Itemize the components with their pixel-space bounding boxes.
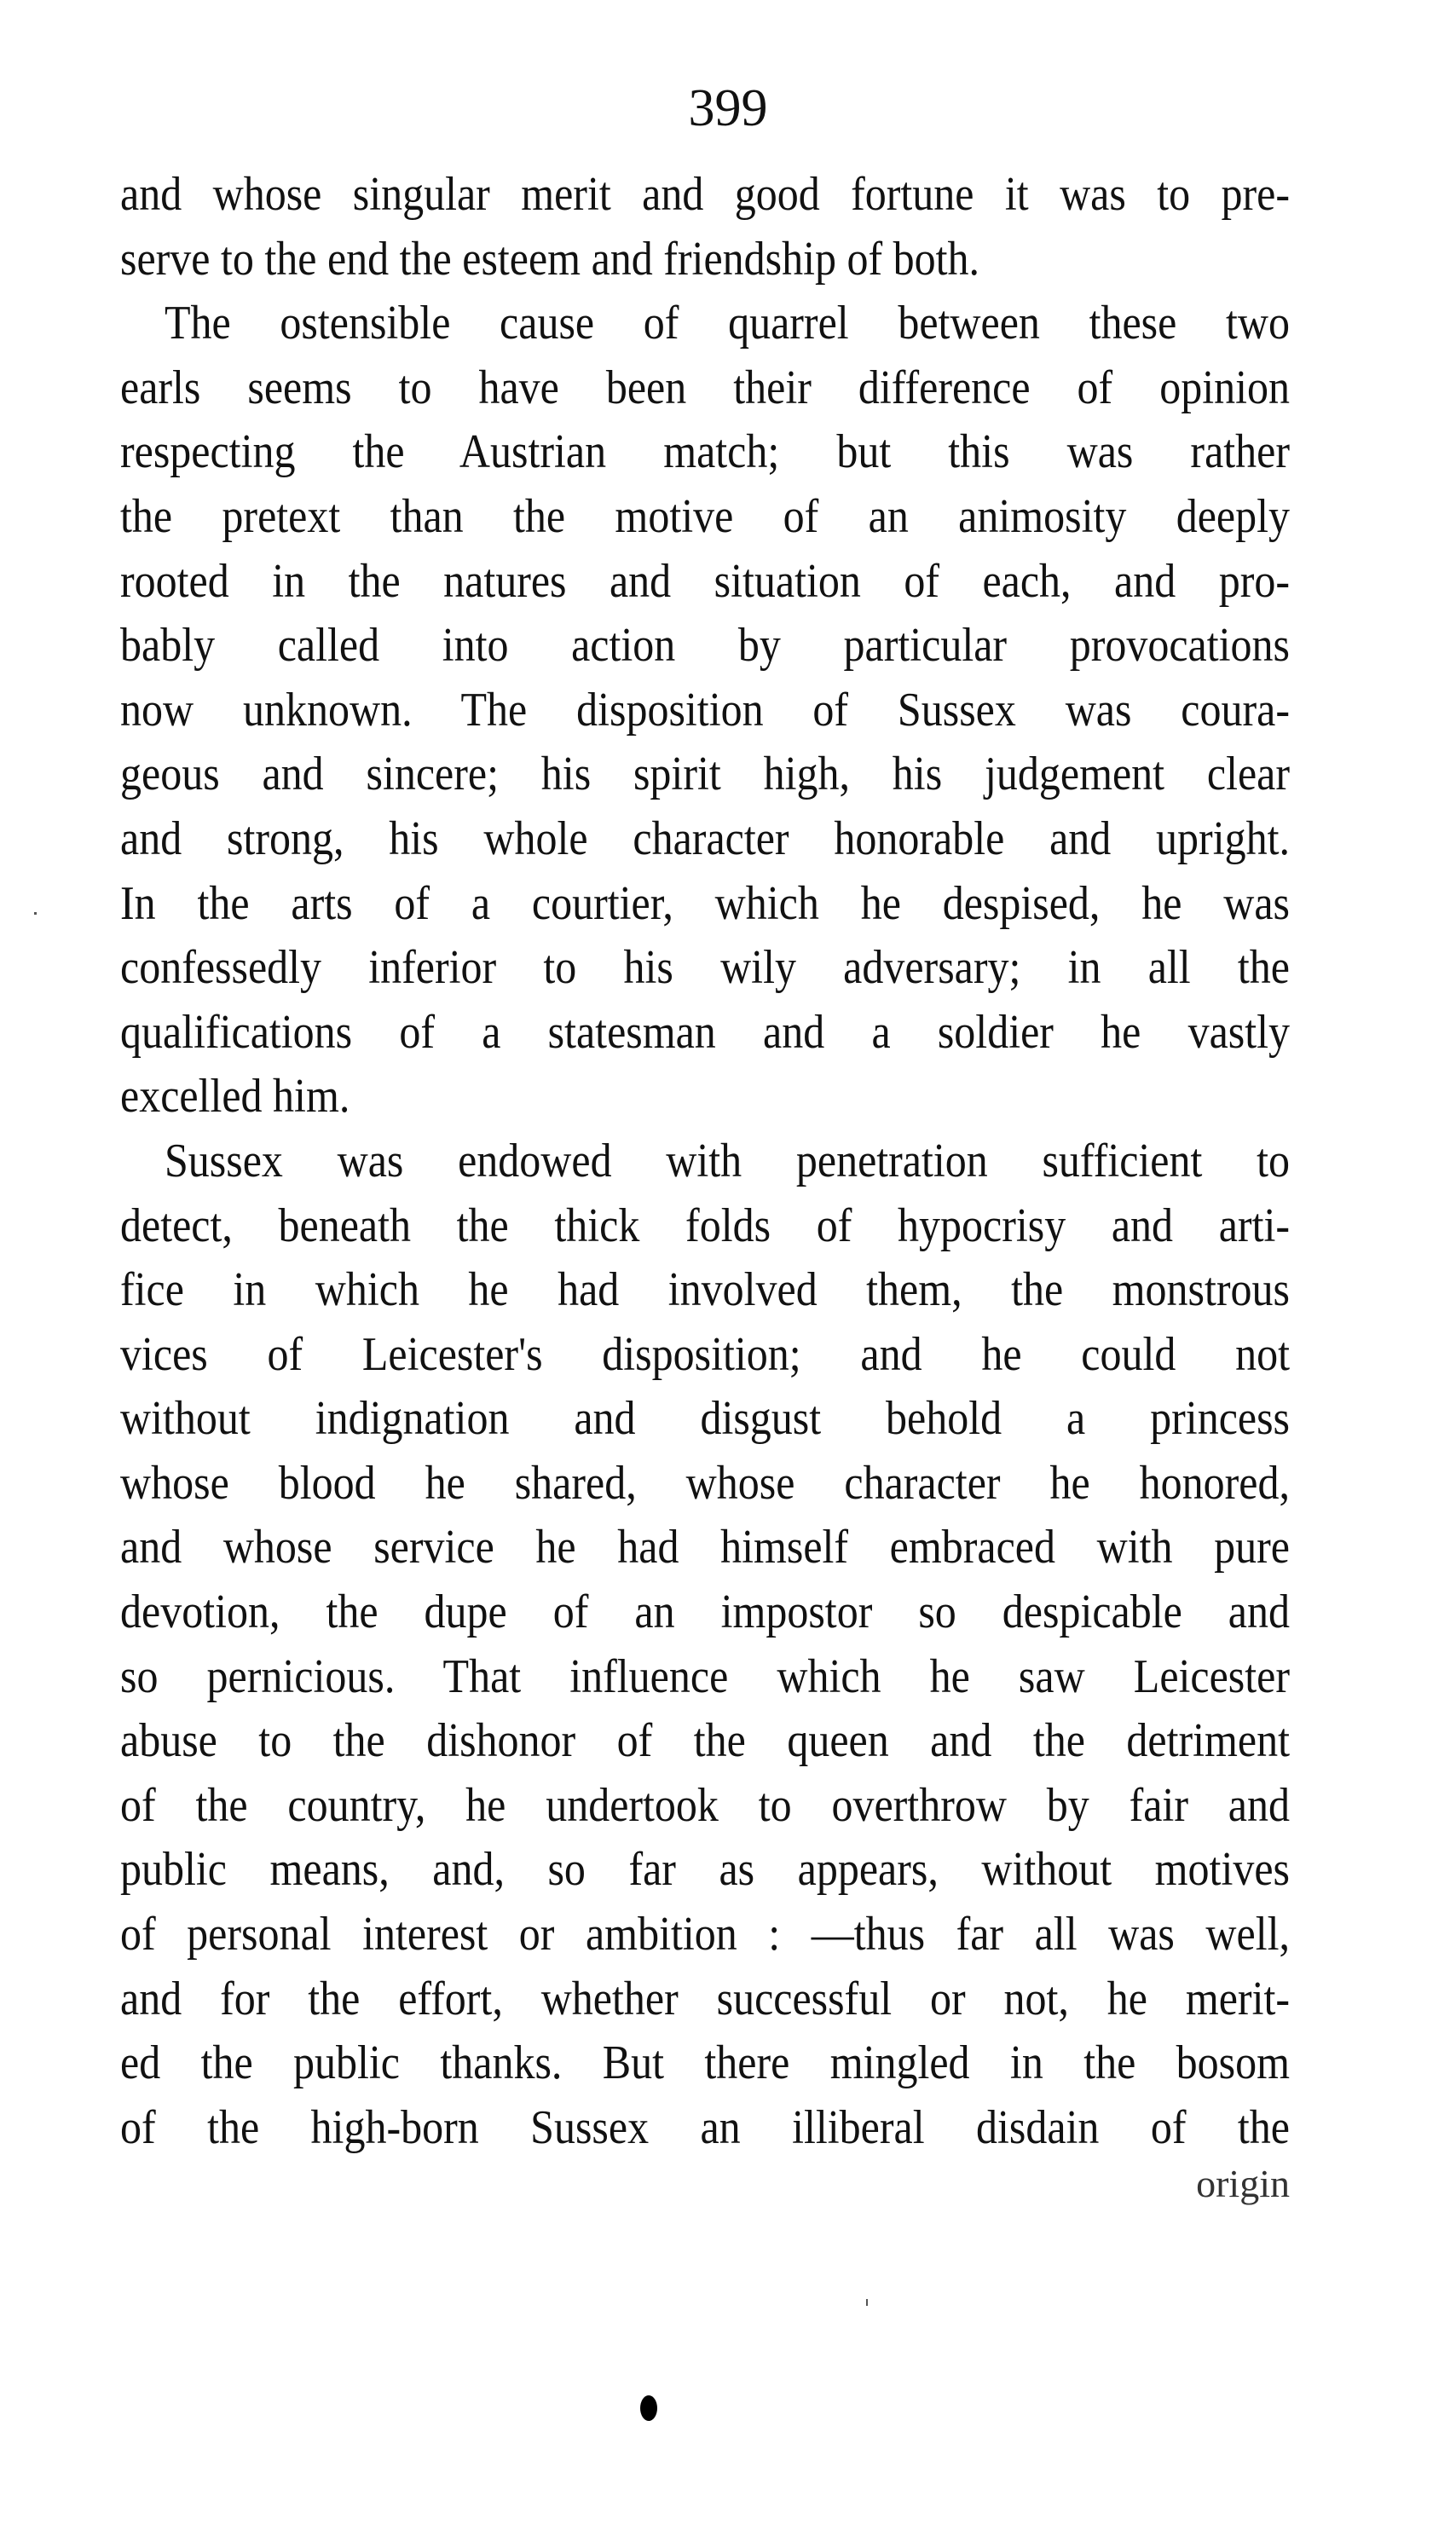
text-line: the pretext than the motive of an animosity deeply	[120, 488, 1290, 543]
text-line: vices of Leicester's disposition; and he could not	[120, 1326, 1290, 1380]
page-number: 399	[688, 79, 768, 137]
text-line: of the high-born Sussex an illiberal disdain of the	[120, 2100, 1290, 2154]
text-line: serve to the end the esteem and friendship of both.	[120, 231, 980, 285]
text-line: respecting the Austrian match; but this was rather	[120, 424, 1290, 478]
text-line: confessedly inferior to his wily adversary; in all the	[120, 939, 1290, 994]
text-line: rooted in the natures and situation of each, and pro-	[120, 553, 1290, 607]
ink-speck	[866, 2299, 868, 2306]
text-line: of the country, he undertook to overthrow by fair and	[120, 1777, 1290, 1832]
text-line: qualifications of a statesman and a soldier he vastly	[120, 1004, 1290, 1058]
ink-speck	[34, 912, 37, 915]
text-line: excelled him.	[120, 1068, 350, 1123]
text-line: and whose service he had himself embraced with pure	[120, 1520, 1290, 1574]
body-text	[120, 162, 1290, 2159]
text-line: devotion, the dupe of an impostor so despicable and	[120, 1584, 1290, 1638]
text-line: and whose singular merit and good fortune it was to pre-	[120, 166, 1290, 221]
text-line: of personal interest or ambition : —thus far all was well,	[120, 1906, 1290, 1961]
text-line: In the arts of a courtier, which he despised, he was	[120, 875, 1290, 929]
text-line: abuse to the dishonor of the queen and the detriment	[120, 1713, 1290, 1767]
text-line: The ostensible cause of quarrel between these two	[165, 295, 1290, 349]
text-line: Sussex was endowed with penetration sufficient to	[165, 1133, 1290, 1187]
text-line: public means, and, so far as appears, without motives	[120, 1841, 1290, 1896]
text-line: ed the public thanks. But there mingled in the bosom	[120, 2035, 1290, 2089]
text-line: so pernicious. That influence which he saw Leicester	[120, 1649, 1290, 1702]
ink-dot	[640, 2395, 657, 2421]
text-line: and strong, his whole character honorable and upright.	[120, 811, 1290, 865]
text-line: fice in which he had involved them, the monstrous	[120, 1262, 1290, 1316]
text-line: bably called into action by particular provocations	[120, 617, 1290, 672]
text-line: without indignation and disgust behold a princess	[120, 1390, 1290, 1445]
text-line: earls seems to have been their difference of opinion	[120, 360, 1290, 414]
text-line: detect, beneath the thick folds of hypocrisy and arti-	[120, 1198, 1290, 1251]
text-line: whose blood he shared, whose character he honored,	[120, 1455, 1290, 1510]
text-line: and for the effort, whether successful or not, he merit-	[120, 1971, 1290, 2025]
text-line: now unknown. The disposition of Sussex was coura-	[120, 682, 1290, 737]
catchword: origin	[1196, 2162, 1290, 2205]
text-line: geous and sincere; his spirit high, his judgement clear	[120, 746, 1290, 800]
